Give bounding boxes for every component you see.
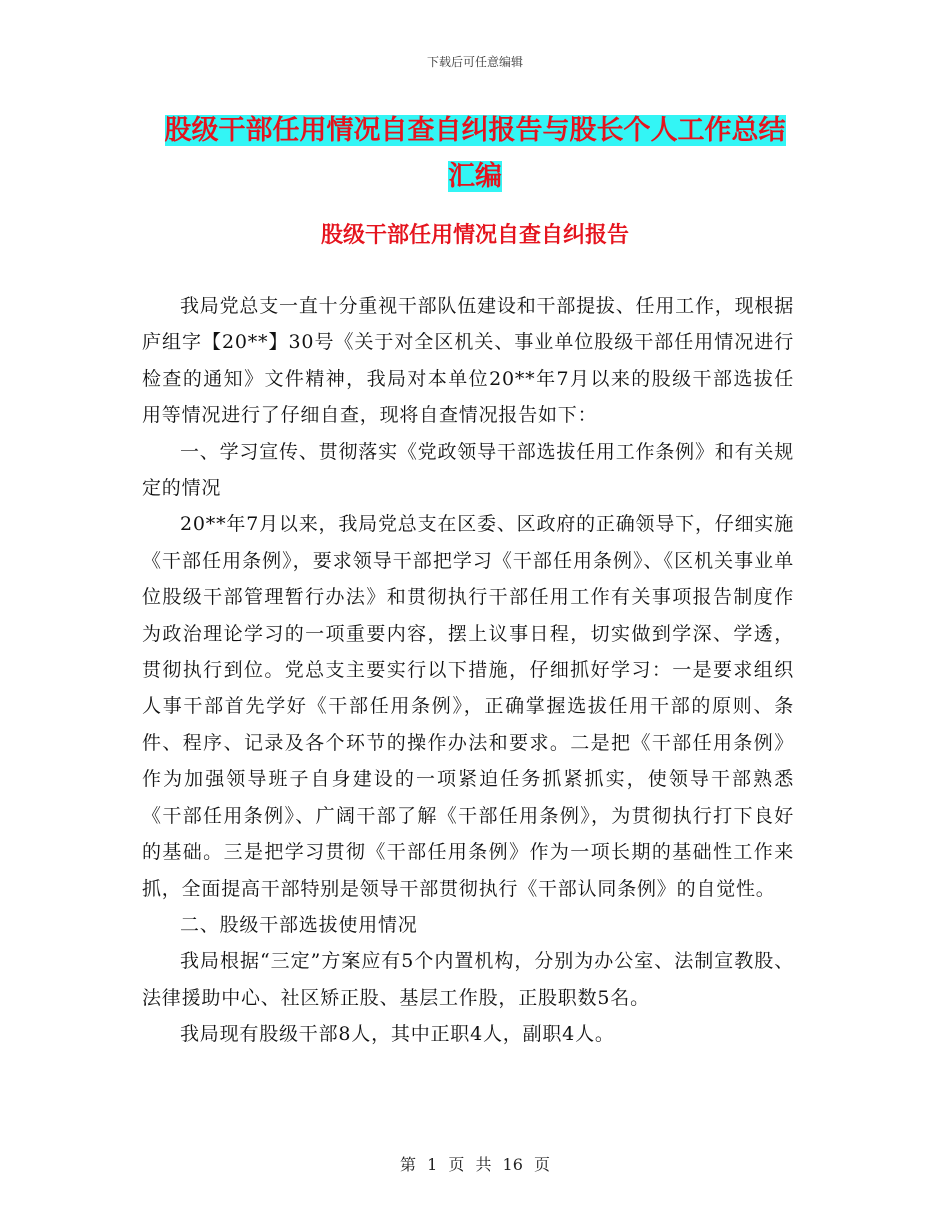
section-title: 股级干部任用情况自查自纠报告 [320, 223, 629, 248]
paragraph: 我局党总支一直十分重视干部队伍建设和干部提拔、任用工作，现根据庐组字【20**】30号《关于对全区机关、事业单位股级干部任用情况进行检查的通知》文件精神，我局对本单位20**年7月以来的股级干部选拔任用等情况进行了仔细自查，现将自查情况报告如下： [142, 295, 794, 427]
document-title [140, 108, 810, 200]
paragraph: 一、学习宣传、贯彻落实《党政领导干部选拔任用工作条例》和有关规定的情况 [142, 440, 794, 500]
title-line-2: 汇编 [448, 161, 502, 192]
paragraph: 20**年7月以来，我局党总支在区委、区政府的正确领导下，仔细实施《干部任用条例》，要求领导干部把学习《干部任用条例》、《区机关事业单位股级干部管理暂行办法》和贯彻执行干部任用工作有关事项报告制度作为政治理论学习的一项重要内容，摆上议事日程，切实做到学深、学透，贯彻执行到位。党总支主要实行以下措施，仔细抓好学习：一是要求组织人事干部首先学好《干部任用条例》，正确掌握选拔任用干部的原则、条件、程序、记录及各个环节的操作办法和要求。二是把《干部任用条例》作为加强领导班子自身建设的一项紧迫任务抓紧抓实，使领导干部熟悉《干部任用条例》、广阔干部了解《干部任用条例》，为贯彻执行打下良好的基础。三是把学习贯彻《干部任用条例》作为一项长期的基础性工作来抓，全面提高干部特别是领导干部贯彻执行《干部认同条例》的自觉性。 [142, 513, 794, 900]
title-line-1: 股级干部任用情况自查自纠报告与股长个人工作总结 [164, 115, 786, 146]
paragraph: 二、股级干部选拔使用情况 [180, 913, 418, 936]
paragraph: 我局根据“三定”方案应有5个内置机构，分别为办公室、法制宣教股、法律援助中心、社区矫正股、基层工作股，正股职数5名。 [142, 950, 794, 1009]
header-note: 下载后可任意编辑 [426, 55, 523, 69]
page-number-footer: 第 1 页 共 16 页 [400, 1155, 550, 1174]
report-body [142, 288, 794, 1053]
paragraph: 我局现有股级干部8人，其中正职4人，副职4人。 [180, 1023, 615, 1046]
